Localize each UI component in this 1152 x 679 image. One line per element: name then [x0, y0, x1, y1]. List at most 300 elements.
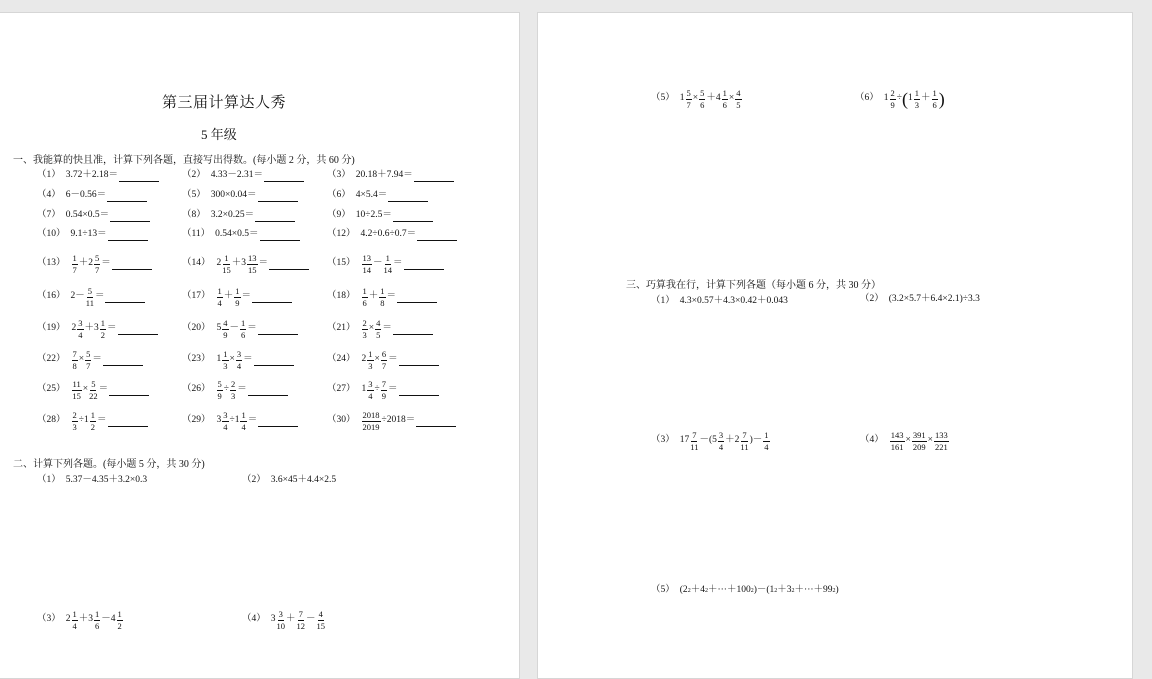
- section3-q2: [860, 295, 980, 305]
- operator: ＋4: [706, 93, 721, 104]
- exponent: 2: [774, 587, 778, 594]
- denominator: 14: [383, 264, 393, 275]
- fraction: [222, 350, 228, 370]
- fraction: [912, 431, 927, 451]
- grade-label: 5 年级: [201, 127, 237, 142]
- operator: ÷1: [78, 415, 89, 426]
- question-expression: 9.1÷13＝: [70, 229, 107, 239]
- answer-blank[interactable]: [248, 394, 288, 396]
- denominator: 10: [276, 620, 286, 631]
- numerator: 2: [230, 379, 236, 389]
- fraction: [367, 350, 373, 370]
- numerator: 1: [117, 609, 122, 619]
- exponent: 2: [832, 587, 836, 594]
- fraction: [72, 380, 82, 400]
- question-number: （4）: [37, 190, 61, 200]
- denominator: 4: [368, 390, 373, 401]
- section2-q1: [37, 476, 147, 486]
- fraction: [690, 431, 698, 451]
- denominator: 9: [381, 390, 386, 401]
- numerator: 1: [241, 318, 246, 328]
- numerator: 7: [298, 609, 303, 619]
- answer-blank[interactable]: [393, 220, 433, 222]
- fraction: [72, 411, 78, 431]
- numerator: 143: [890, 430, 904, 440]
- numerator: 1: [217, 286, 222, 296]
- fraction: [240, 319, 246, 339]
- denominator: 6: [95, 620, 100, 631]
- fraction: [686, 89, 692, 109]
- numerator: 7: [72, 349, 77, 359]
- numerator: 1: [722, 88, 727, 98]
- denominator: 9: [223, 329, 228, 340]
- section1-item: [37, 211, 150, 221]
- section1-item: [327, 191, 428, 201]
- numerator: 2: [890, 88, 895, 98]
- section2-q5: [651, 89, 743, 109]
- question-number: （6）: [855, 93, 879, 104]
- whole-number: 1: [216, 354, 222, 365]
- denominator: 2019: [362, 421, 380, 432]
- answer-blank[interactable]: [103, 364, 143, 366]
- question-expression: 3.72＋2.18＝: [65, 170, 119, 180]
- numerator: 1: [72, 609, 77, 619]
- operator: )－: [749, 435, 763, 446]
- fraction: [89, 380, 98, 400]
- question-number: （2）: [860, 294, 884, 304]
- equals-sign: ＝: [101, 258, 111, 269]
- denominator: 9: [235, 297, 240, 308]
- section1-item: [37, 230, 148, 240]
- answer-blank[interactable]: [108, 425, 148, 427]
- answer-blank[interactable]: [397, 301, 437, 303]
- denominator: 4: [72, 620, 77, 631]
- answer-blank[interactable]: [255, 220, 295, 222]
- whole-number: 1: [679, 93, 685, 104]
- fraction: [381, 350, 387, 370]
- fraction: [932, 89, 938, 109]
- question-expression: 5.37－4.35＋3.2×0.3: [65, 475, 148, 485]
- numerator: 7: [692, 430, 697, 440]
- section3-heading: 三、巧算我在行，计算下列各题（每小题 6 分，共 30 分）: [626, 280, 881, 291]
- operator: －: [229, 323, 240, 334]
- whole-number: 5: [216, 323, 222, 334]
- section1-item: [182, 254, 309, 274]
- document-page-2: [537, 12, 1133, 679]
- question-number: （9）: [327, 210, 351, 220]
- section3-q3: [651, 431, 771, 451]
- fraction: [217, 380, 223, 400]
- operator: ÷1: [229, 415, 240, 426]
- denominator: 4: [236, 360, 242, 371]
- question-number: （25）: [37, 384, 66, 395]
- section2-q2: [242, 476, 336, 486]
- equals-sign: ＝: [387, 384, 398, 395]
- denominator: 3: [362, 329, 367, 340]
- section1-item: [37, 350, 143, 370]
- numerator: 2: [72, 410, 77, 420]
- denominator: 4: [718, 441, 724, 452]
- section1-item: [327, 350, 439, 370]
- question-number: （5）: [182, 190, 206, 200]
- section1-item: [327, 254, 444, 274]
- fraction: [362, 411, 381, 431]
- question-expression: 4×5.4＝: [355, 190, 388, 200]
- fraction: [934, 431, 949, 451]
- section1-item: [37, 191, 147, 201]
- answer-blank[interactable]: [105, 301, 145, 303]
- section3-q5: [651, 586, 839, 596]
- fraction: [77, 319, 83, 339]
- operator: ÷: [374, 384, 380, 395]
- operator: ×: [728, 93, 735, 104]
- denominator: 3: [223, 360, 228, 371]
- equals-sign: ＝: [247, 415, 258, 426]
- numerator: 2: [362, 318, 367, 328]
- section2-q4: [242, 610, 326, 630]
- section1-item: [182, 350, 294, 370]
- question-number: （5）: [651, 585, 675, 595]
- answer-blank[interactable]: [264, 180, 304, 182]
- operator: ×: [905, 435, 911, 446]
- section1-item: [182, 380, 288, 400]
- numerator: 1: [90, 410, 95, 420]
- operator: ×: [374, 354, 380, 365]
- equals-sign: ＝: [237, 384, 247, 395]
- question-number: （11）: [182, 229, 211, 239]
- question-number: （12）: [327, 229, 356, 239]
- section1-item: [182, 191, 298, 201]
- fraction: [362, 254, 373, 274]
- section1-item: [327, 319, 433, 339]
- question-number: （20）: [182, 323, 211, 334]
- answer-blank[interactable]: [118, 333, 158, 335]
- question-number: （22）: [37, 354, 66, 365]
- numerator: 1: [223, 349, 228, 359]
- question-number: （4）: [242, 614, 266, 625]
- fraction: [222, 411, 228, 431]
- operator: －(5: [699, 435, 717, 446]
- denominator: 11: [690, 441, 699, 452]
- question-number: （27）: [327, 384, 356, 395]
- section1-item: [182, 287, 292, 307]
- operator: ＋2: [725, 435, 740, 446]
- answer-blank[interactable]: [404, 268, 444, 270]
- equals-sign: ＝: [98, 384, 109, 395]
- question-number: （13）: [37, 258, 66, 269]
- answer-blank[interactable]: [258, 200, 298, 202]
- fraction: [317, 610, 326, 630]
- question-expression: 4.33－2.31＝: [210, 170, 264, 180]
- fraction: [100, 319, 106, 339]
- equals-sign: ＝: [388, 354, 398, 365]
- operator: ×: [368, 323, 375, 334]
- operator: ＋: [223, 291, 234, 302]
- question-expression: 0.54×0.5＝: [65, 210, 110, 220]
- question-expression: 0.54×0.5＝: [215, 229, 259, 239]
- denominator: 6: [362, 297, 367, 308]
- fraction: [247, 254, 258, 274]
- equals-sign: ＝: [96, 415, 107, 426]
- operator: ÷: [896, 93, 902, 104]
- denominator: 6: [700, 99, 705, 110]
- denominator: 8: [380, 297, 385, 308]
- fraction: [72, 254, 78, 274]
- whole-number: 2: [216, 258, 222, 269]
- numerator: 1: [368, 349, 373, 359]
- expression-part: ＋···＋100: [707, 585, 751, 595]
- numerator: 1: [72, 253, 77, 263]
- question-number: （30）: [327, 415, 356, 426]
- denominator: 3: [368, 360, 373, 371]
- question-number: （1）: [37, 475, 61, 485]
- document-page-1: [0, 12, 520, 679]
- numerator: 3: [368, 379, 373, 389]
- answer-blank[interactable]: [414, 180, 454, 182]
- section2-q6: [855, 89, 945, 109]
- expression-part: )－(1: [753, 585, 775, 595]
- whole-number: 1: [907, 93, 913, 104]
- answer-blank[interactable]: [269, 268, 309, 270]
- section1-item: [327, 230, 457, 240]
- numerator: 1: [914, 88, 919, 98]
- question-number: （26）: [182, 384, 211, 395]
- fraction: [362, 319, 368, 339]
- section1-item: [37, 319, 158, 339]
- question-number: （2）: [182, 170, 206, 180]
- fraction: [914, 89, 920, 109]
- numerator: 1: [764, 430, 769, 440]
- numerator: 7: [381, 379, 386, 389]
- fraction: [297, 610, 306, 630]
- question-expression: 4.2÷0.6÷0.7＝: [360, 229, 417, 239]
- denominator: 3: [230, 390, 236, 401]
- fraction: [375, 319, 381, 339]
- numerator: 4: [318, 609, 323, 619]
- denominator: 6: [241, 329, 246, 340]
- denominator: 7: [686, 99, 691, 110]
- operator: ＋3: [78, 614, 94, 625]
- whole-number: 17: [679, 435, 690, 446]
- denominator: 8: [72, 360, 77, 371]
- denominator: 6: [722, 99, 727, 110]
- numerator: 11: [72, 379, 81, 389]
- question-number: （21）: [327, 323, 356, 334]
- question-number: （19）: [37, 323, 66, 334]
- denominator: 7: [86, 360, 91, 371]
- expression-part: ＋3: [777, 585, 792, 595]
- question-expression: 3.6×45＋4.4×2.5: [270, 475, 337, 485]
- answer-blank[interactable]: [107, 200, 147, 202]
- answer-blank[interactable]: [254, 364, 294, 366]
- section3-q1: [651, 297, 788, 307]
- fraction: [86, 287, 94, 307]
- fraction: [763, 431, 769, 451]
- question-number: （23）: [182, 354, 211, 365]
- whole-number: 1: [883, 93, 889, 104]
- question-number: （3）: [327, 170, 351, 180]
- equals-sign: ＝: [386, 291, 397, 302]
- denominator: 5: [736, 99, 741, 110]
- denominator: 221: [934, 441, 948, 452]
- numerator: 5: [217, 379, 222, 389]
- answer-blank[interactable]: [252, 301, 292, 303]
- question-number: （14）: [182, 258, 211, 269]
- numerator: 133: [934, 430, 948, 440]
- right-paren: ): [938, 89, 945, 109]
- fraction: [117, 610, 123, 630]
- question-number: （17）: [182, 291, 211, 302]
- numerator: 4: [376, 318, 381, 328]
- fraction: [222, 254, 231, 274]
- equals-sign: ＝: [382, 323, 392, 334]
- answer-blank[interactable]: [258, 333, 298, 335]
- numerator: 1: [100, 318, 106, 328]
- operator: ＋: [920, 93, 931, 104]
- question-number: （3）: [37, 614, 61, 625]
- equals-sign: ＝: [94, 291, 105, 302]
- answer-blank[interactable]: [388, 200, 428, 202]
- fraction: [277, 610, 286, 630]
- numerator: 3: [236, 349, 242, 359]
- question-expression: 4.3×0.57＋4.3×0.42＋0.043: [679, 296, 788, 306]
- denominator: 209: [912, 441, 926, 452]
- equals-sign: ＝: [241, 291, 252, 302]
- fraction: [230, 380, 236, 400]
- fraction: [217, 287, 223, 307]
- fraction: [222, 319, 228, 339]
- denominator: 7: [381, 360, 387, 371]
- denominator: 6: [932, 99, 937, 110]
- answer-blank[interactable]: [112, 268, 152, 270]
- numerator: 1: [95, 609, 100, 619]
- operator: ＋3: [84, 323, 99, 334]
- denominator: 22: [89, 390, 98, 401]
- expression-part: ＋4: [690, 585, 705, 595]
- section2-heading: 二、计算下列各题。(每小题 5 分，共 30 分): [13, 459, 205, 470]
- exponent: 2: [687, 587, 691, 594]
- expression-part: (2: [679, 585, 688, 595]
- operator: ＋3: [231, 258, 247, 269]
- section1-item: [37, 411, 148, 431]
- answer-blank[interactable]: [258, 425, 298, 427]
- section1-item: [327, 287, 437, 307]
- answer-blank[interactable]: [399, 394, 439, 396]
- denominator: 9: [217, 390, 222, 401]
- operator: －: [306, 614, 316, 625]
- denominator: 161: [890, 441, 904, 452]
- exponent: 2: [704, 587, 708, 594]
- numerator: 391: [912, 430, 926, 440]
- answer-blank[interactable]: [260, 239, 300, 241]
- denominator: 11: [85, 297, 94, 308]
- numerator: 5: [95, 253, 100, 263]
- numerator: 5: [87, 286, 92, 296]
- denominator: 14: [362, 264, 372, 275]
- section1-item: [327, 171, 454, 181]
- section1-item: [182, 211, 295, 221]
- section1-item: [37, 171, 159, 181]
- question-expression: 3.2×0.25＝: [210, 210, 255, 220]
- operator: ×: [78, 354, 85, 365]
- answer-blank[interactable]: [119, 180, 159, 182]
- denominator: 12: [296, 620, 306, 631]
- question-number: （29）: [182, 415, 211, 426]
- denominator: 7: [95, 264, 100, 275]
- numerator: 5: [86, 349, 91, 359]
- fraction: [367, 380, 373, 400]
- expression-part: ): [835, 585, 839, 595]
- numerator: 5: [686, 88, 691, 98]
- section1-item: [182, 411, 298, 431]
- question-number: （16）: [37, 291, 66, 302]
- fraction: [85, 350, 91, 370]
- question-number: （6）: [327, 190, 351, 200]
- operator: ×: [229, 354, 235, 365]
- denominator: 4: [241, 421, 246, 432]
- denominator: 3: [914, 99, 919, 110]
- document-title: 第三届计算达人秀: [162, 95, 287, 111]
- numerator: 1: [385, 253, 390, 263]
- operator: ÷: [223, 384, 229, 395]
- answer-blank[interactable]: [109, 394, 149, 396]
- section1-item: [327, 380, 439, 400]
- numerator: 1: [932, 88, 937, 98]
- answer-blank[interactable]: [110, 220, 150, 222]
- fraction: [240, 411, 246, 431]
- operator: ＋: [286, 614, 296, 625]
- fraction: [890, 431, 905, 451]
- numerator: 13: [362, 253, 372, 263]
- question-number: （1）: [37, 170, 61, 180]
- equals-sign: ＝: [92, 354, 102, 365]
- numerator: 2018: [362, 410, 380, 420]
- operator: ×: [692, 93, 699, 104]
- fraction: [72, 610, 78, 630]
- whole-number: 2: [65, 614, 71, 625]
- fraction: [236, 350, 242, 370]
- operator: ×: [927, 435, 933, 446]
- fraction: [234, 287, 240, 307]
- question-number: （10）: [37, 229, 66, 239]
- numerator: 3: [78, 318, 83, 328]
- section1-item: [182, 319, 298, 339]
- answer-blank[interactable]: [417, 239, 457, 241]
- numerator: 1: [235, 286, 240, 296]
- fraction: [699, 89, 705, 109]
- equals-sign: ＝: [243, 354, 253, 365]
- answer-blank[interactable]: [399, 364, 439, 366]
- question-expression: 20.18＋7.94＝: [355, 170, 413, 180]
- section1-item: [327, 411, 456, 431]
- answer-blank[interactable]: [393, 333, 433, 335]
- whole-number: 2: [71, 323, 77, 334]
- operator: ＋: [368, 291, 379, 302]
- fraction: [718, 431, 724, 451]
- answer-blank[interactable]: [108, 239, 148, 241]
- fraction: [94, 610, 100, 630]
- answer-blank[interactable]: [416, 425, 456, 427]
- question-expression: (3.2×5.7＋6.4×2.1)÷3.3: [888, 294, 980, 304]
- operator: ×: [82, 384, 89, 395]
- denominator: 15: [248, 264, 257, 275]
- fraction: [379, 287, 385, 307]
- numerator: 3: [223, 410, 228, 420]
- denominator: 2: [100, 329, 106, 340]
- section1-item: [182, 171, 304, 181]
- section3-q4: [860, 431, 950, 451]
- denominator: 3: [72, 421, 77, 432]
